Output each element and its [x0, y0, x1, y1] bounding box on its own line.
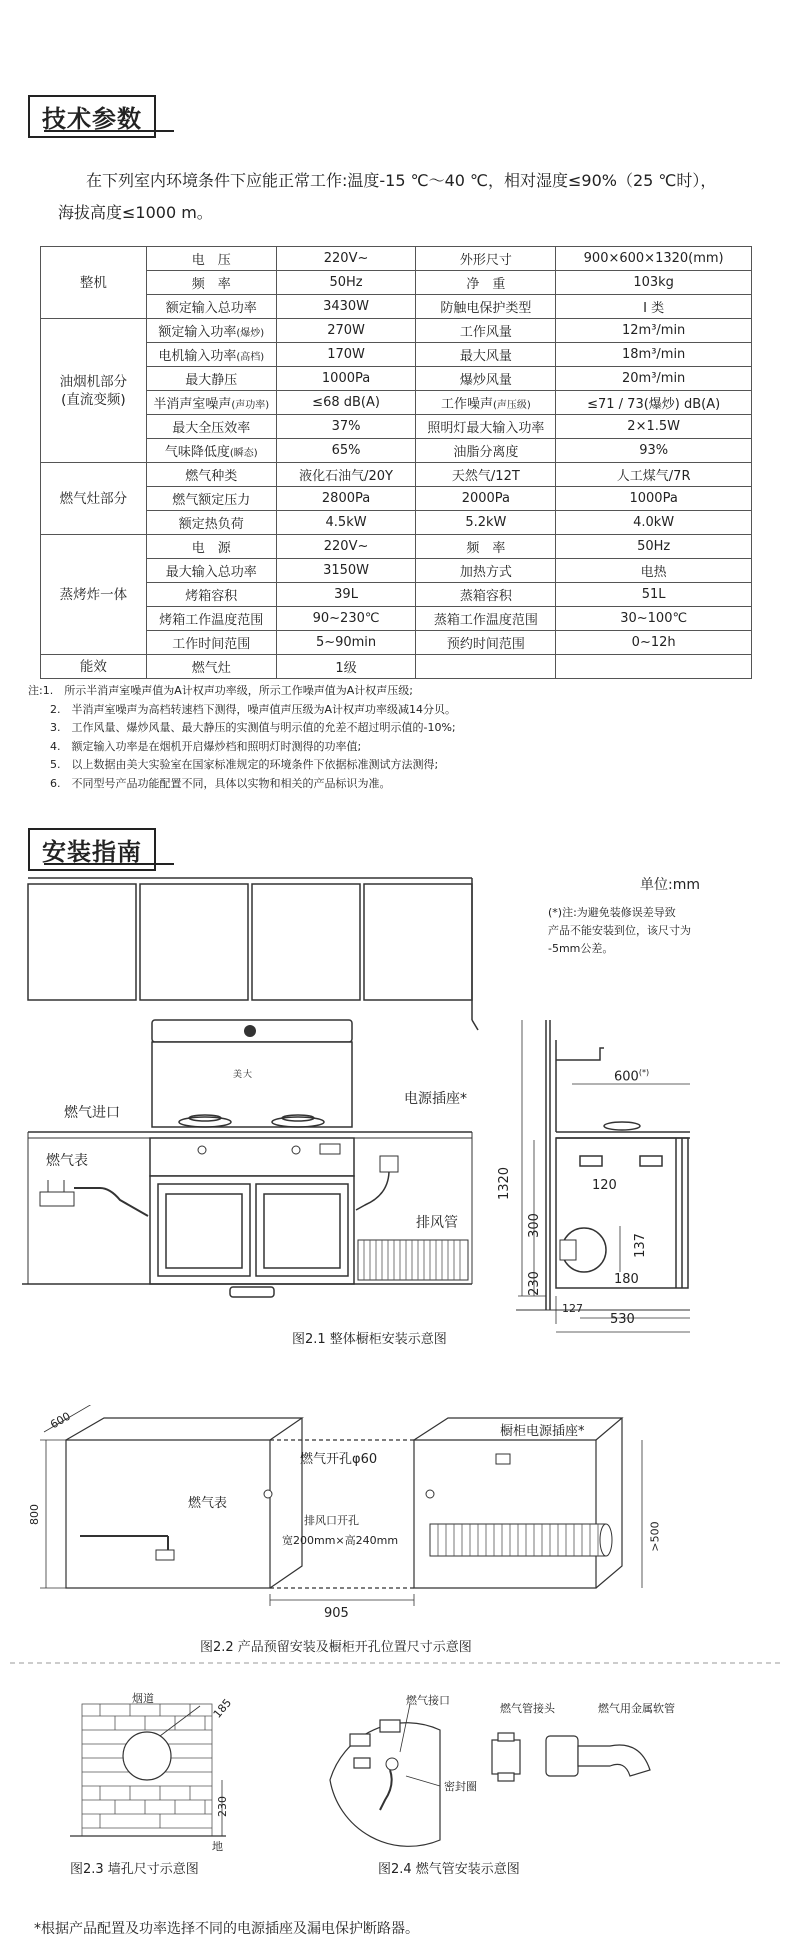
note-line: 3. 工作风量、爆炒风量、最大静压的实测值与明示值的允差不超过明示值的-10%;	[28, 721, 456, 734]
note-line: 6. 不同型号产品功能配置不同，具体以实物和相关的产品标识为准。	[28, 776, 391, 790]
table-row	[41, 583, 752, 607]
table-cell: 1000Pa	[556, 487, 752, 511]
metal-hose-label: 燃气用金属软管	[598, 1702, 675, 1715]
dim-note-line: (*)注:为避免装修误差导致	[548, 906, 676, 919]
table-cell: 90~230℃	[276, 607, 416, 631]
dim-tolerance-mark: (*)	[638, 1068, 650, 1077]
table-cell: 2×1.5W	[556, 415, 752, 439]
table-cell: 燃气灶	[146, 655, 276, 679]
dim-600	[614, 1068, 649, 1084]
table-cell: 51L	[556, 583, 752, 607]
note-line: 5. 以上数据由美大实验室在国家标准规定的环境条件下依据标准测试方法测得;	[28, 758, 439, 771]
cell-main: 气味降低度	[164, 445, 230, 460]
table-row	[41, 655, 752, 679]
table-cell: 人工煤气/7R	[556, 463, 752, 487]
table-cell: 最大静压	[146, 367, 276, 391]
table-cell: 37%	[276, 415, 416, 439]
table-cell: 93%	[556, 439, 752, 463]
cell-sub: (高档)	[236, 352, 265, 363]
gas-port-label: 燃气接口	[406, 1694, 450, 1707]
intro-line-2: 海拔高度≤1000 m。	[58, 203, 213, 222]
table-cell: 50Hz	[276, 271, 416, 295]
table-row	[41, 607, 752, 631]
dim-905: 905	[324, 1606, 349, 1621]
cell-main: 额定输入功率	[158, 325, 237, 340]
cell-sub: (声压级)	[492, 400, 531, 411]
dim-1320: 1320	[497, 1166, 513, 1201]
table-cell: 2000Pa	[416, 487, 556, 511]
table-row	[41, 415, 752, 439]
table-row	[41, 511, 752, 535]
table-cell: 额定热负荷	[146, 511, 276, 535]
divider	[0, 1660, 790, 1666]
table-cell: 防触电保护类型	[416, 295, 556, 319]
table-cell: 18m³/min	[556, 343, 752, 367]
table-cell: 燃气额定压力	[146, 487, 276, 511]
figure-caption: 图2.1 整体橱柜安装示意图	[292, 1332, 447, 1347]
gas-meter-label: 燃气表	[46, 1153, 88, 1169]
cell-main: 半消声室噪声	[153, 397, 232, 412]
dim-230: 230	[526, 1271, 542, 1296]
table-cell: 最大全压效率	[146, 415, 276, 439]
table-cell: 外形尺寸	[416, 247, 556, 271]
gas-hole-label: 燃气开孔φ60	[300, 1452, 378, 1467]
table-cell: ≤68 dB(A)	[276, 391, 416, 415]
dim-185: 185	[210, 1696, 235, 1721]
note-line: 注:1. 所示半消声室噪声值为A计权声功率级，所示工作噪声值为A计权声压级;	[28, 684, 413, 697]
table-cell: 220V~	[276, 535, 416, 559]
cell-main: 电机输入功率	[158, 349, 237, 364]
table-cell: 0~12h	[556, 631, 752, 655]
dim-300: 300	[526, 1213, 542, 1238]
table-cell: 1级	[276, 655, 416, 679]
hood-brand-logo: 美大	[233, 1070, 254, 1080]
table-cell: 电 压	[146, 247, 276, 271]
table-cell	[416, 655, 556, 679]
figure-caption: 图2.2 产品预留安装及橱柜开孔位置尺寸示意图	[200, 1640, 472, 1655]
table-row	[41, 271, 752, 295]
table-cell: 净 重	[416, 271, 556, 295]
group-label: 燃气灶部分	[41, 463, 147, 535]
table-cell: 103kg	[556, 271, 752, 295]
table-cell: 65%	[276, 439, 416, 463]
table-cell: 3150W	[276, 559, 416, 583]
table-row	[41, 343, 752, 367]
table-cell: 39L	[276, 583, 416, 607]
dim-120: 120	[592, 1178, 617, 1193]
dim-note-line: 产品不能安装到位，该尺寸为	[548, 924, 691, 937]
table-cell: 5~90min	[276, 631, 416, 655]
table-cell: 3430W	[276, 295, 416, 319]
title-hook-decoration	[44, 128, 174, 148]
table-cell: 电热	[556, 559, 752, 583]
table-cell: 270W	[276, 319, 416, 343]
spec-table	[40, 246, 752, 679]
table-cell: I 类	[556, 295, 752, 319]
dim-600-depth: 600	[48, 1409, 73, 1432]
table-cell	[556, 655, 752, 679]
table-cell: 170W	[276, 343, 416, 367]
cell-sub: (瞬态)	[229, 448, 258, 459]
table-cell: 频 率	[146, 271, 276, 295]
group-label: 能效	[41, 655, 147, 679]
cell-sub: (声功率)	[231, 400, 270, 411]
table-row	[41, 391, 752, 415]
table-cell: 12m³/min	[556, 319, 752, 343]
table-cell: 天然气/12T	[416, 463, 556, 487]
section-title-label: 技术参数	[28, 95, 156, 138]
group-label: 整机	[41, 247, 147, 319]
table-cell: 预约时间范围	[416, 631, 556, 655]
table-cell	[146, 343, 276, 367]
table-cell: ≤71 / 73(爆炒) dB(A)	[556, 391, 752, 415]
figure-caption: 图2.4 燃气管安装示意图	[378, 1862, 520, 1877]
table-cell: 燃气种类	[146, 463, 276, 487]
table-cell	[146, 319, 276, 343]
figure-caption: 图2.3 墙孔尺寸示意图	[70, 1862, 199, 1877]
exhaust-hole-size: 宽200mm×高240mm	[282, 1534, 399, 1547]
table-cell: 5.2kW	[416, 511, 556, 535]
dim-137: 137	[632, 1233, 648, 1258]
group-label-hood	[41, 319, 147, 463]
note-line: 2. 半消声室噪声为高档转速档下测得，噪声值声压级为A计权声功率级减14分贝。	[28, 702, 457, 716]
table-row	[41, 463, 752, 487]
cell-sub: (爆炒)	[236, 328, 265, 339]
dim-note-line: -5mm公差。	[548, 942, 614, 955]
dim-500: >500	[648, 1521, 662, 1552]
table-row	[41, 487, 752, 511]
table-cell: 2800Pa	[276, 487, 416, 511]
table-cell: 最大输入总功率	[146, 559, 276, 583]
table-cell: 30~100℃	[556, 607, 752, 631]
flue-label: 烟道	[132, 1692, 154, 1705]
dim-127: 127	[562, 1302, 583, 1315]
seal-ring-label: 密封圈	[444, 1780, 477, 1793]
table-cell: 额定输入总功率	[146, 295, 276, 319]
dim-530: 530	[610, 1312, 635, 1327]
table-cell: 1000Pa	[276, 367, 416, 391]
cabinet-socket-label: 橱柜电源插座*	[500, 1424, 585, 1439]
table-cell: 电 源	[146, 535, 276, 559]
table-cell: 50Hz	[556, 535, 752, 559]
table-cell: 烤箱容积	[146, 583, 276, 607]
table-cell: 220V~	[276, 247, 416, 271]
dim-800-height: 800	[28, 1504, 41, 1525]
footnote: *根据产品配置及功率选择不同的电源插座及漏电保护断路器。	[34, 1921, 419, 1937]
table-cell: 频 率	[416, 535, 556, 559]
unit-label: 单位:mm	[640, 877, 700, 893]
table-cell: 照明灯最大输入功率	[416, 415, 556, 439]
table-cell: 900×600×1320(mm)	[556, 247, 752, 271]
table-cell: 加热方式	[416, 559, 556, 583]
table-row	[41, 319, 752, 343]
table-row	[41, 247, 752, 271]
dim-180: 180	[614, 1272, 639, 1287]
intro-line-1: 在下列室内环境条件下应能正常工作:温度-15 ℃～40 ℃，相对湿度≤90%（25 ℃时），	[86, 171, 717, 190]
table-cell: 液化石油气/20Y	[276, 463, 416, 487]
table-row	[41, 631, 752, 655]
table-row	[41, 367, 752, 391]
exhaust-duct-label: 排风管	[416, 1215, 458, 1231]
table-cell	[146, 391, 276, 415]
table-cell: 蒸箱容积	[416, 583, 556, 607]
pipe-joint-label: 燃气管接头	[500, 1702, 555, 1715]
table-cell: 油脂分离度	[416, 439, 556, 463]
table-cell: 最大风量	[416, 343, 556, 367]
gas-inlet-label: 燃气进口	[64, 1105, 120, 1121]
cell-main: 工作噪声	[440, 397, 493, 412]
ground-label: 地	[212, 1840, 223, 1853]
table-cell: 烤箱工作温度范围	[146, 607, 276, 631]
socket-label: 电源插座*	[404, 1091, 467, 1107]
gas-meter-label: 燃气表	[188, 1496, 228, 1511]
table-cell	[146, 439, 276, 463]
dim-230: 230	[216, 1796, 229, 1817]
table-cell: 蒸箱工作温度范围	[416, 607, 556, 631]
dim-value: 600	[614, 1069, 639, 1085]
group-label-line: (直流变频)	[61, 391, 126, 408]
table-row	[41, 559, 752, 583]
group-label: 蒸烤炸一体	[41, 535, 147, 655]
table-row	[41, 439, 752, 463]
table-cell: 工作风量	[416, 319, 556, 343]
spec-notes	[28, 682, 456, 793]
table-cell: 4.5kW	[276, 511, 416, 535]
table-cell: 爆炒风量	[416, 367, 556, 391]
table-cell	[416, 391, 556, 415]
table-row	[41, 295, 752, 319]
table-cell: 20m³/min	[556, 367, 752, 391]
figure-cabinet-openings	[0, 1405, 790, 1625]
table-row	[41, 535, 752, 559]
note-line: 4. 额定输入功率是在烟机开启爆炒档和照明灯时测得的功率值;	[28, 739, 362, 753]
section-title-label: 安装指南	[28, 828, 156, 871]
table-cell: 4.0kW	[556, 511, 752, 535]
table-cell: 工作时间范围	[146, 631, 276, 655]
group-label-line: 油烟机部分	[59, 373, 128, 390]
exhaust-hole-label: 排风口开孔	[304, 1514, 359, 1527]
